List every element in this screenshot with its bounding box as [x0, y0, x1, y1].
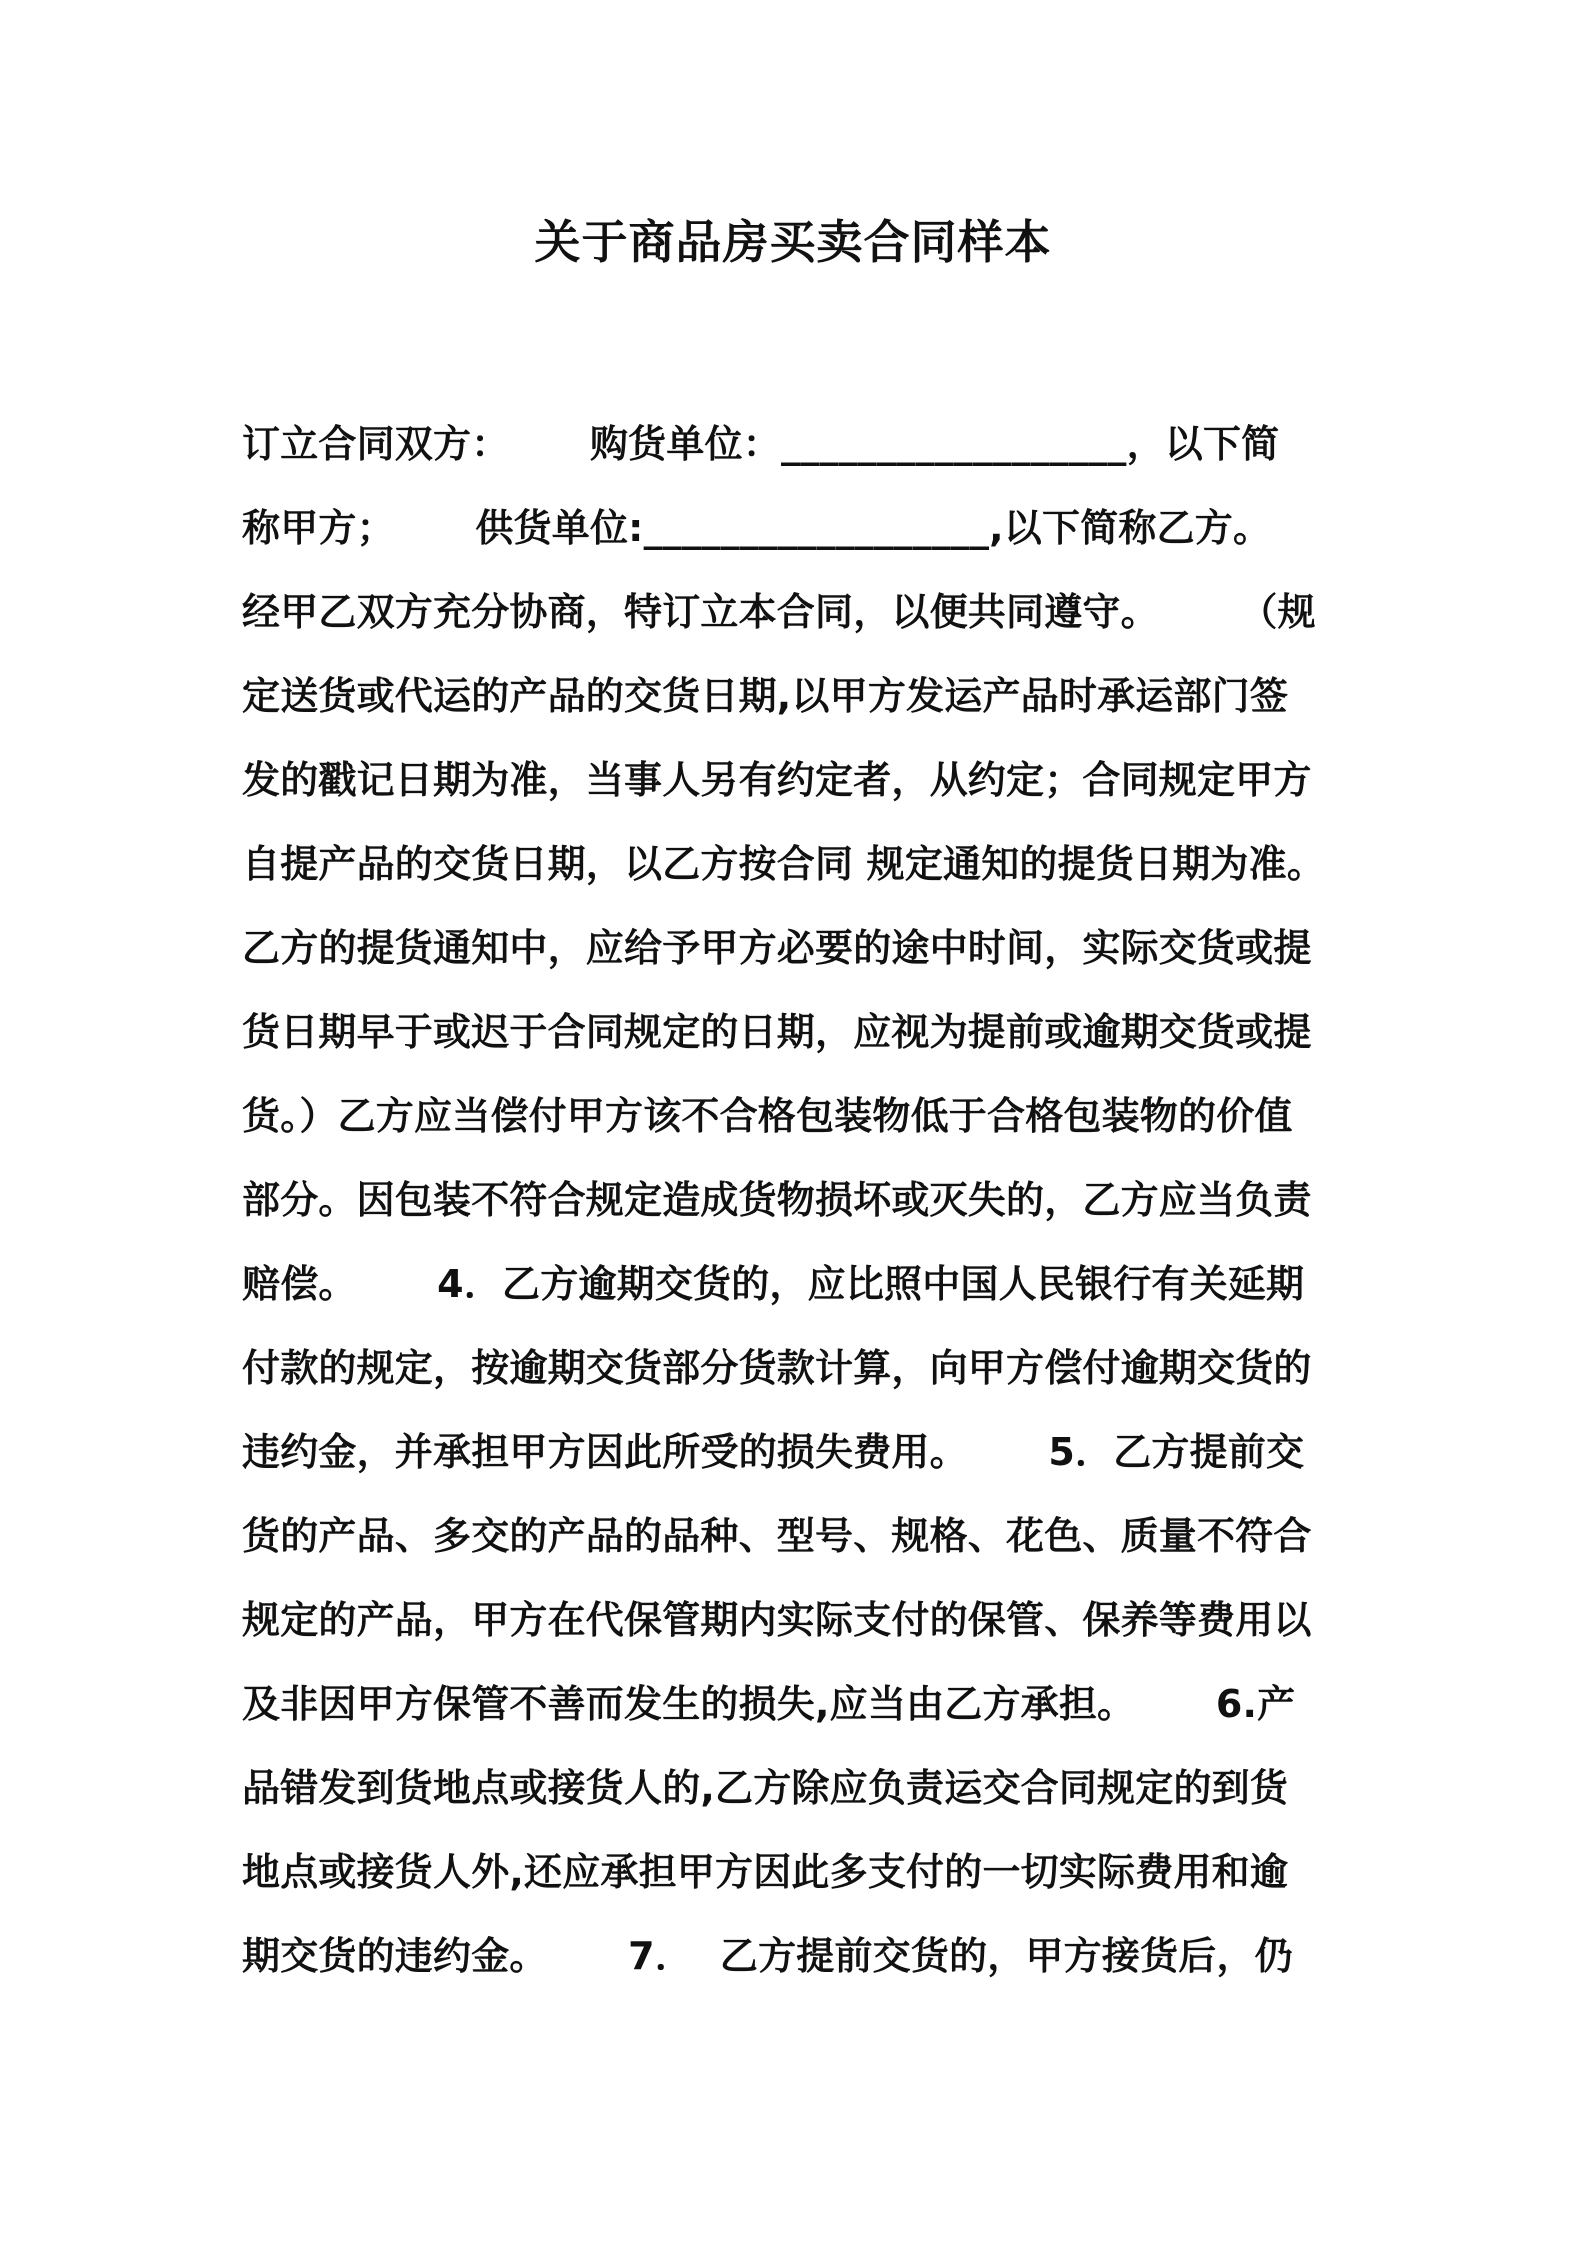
body-line: 部分。因包装不符合规定造成货物损坏或灭失的，乙方应当负责 — [242, 1178, 1312, 1222]
body-line: 品错发到货地点或接货人的,乙方除应负责运交合同规定的到货 — [242, 1766, 1289, 1810]
body-line: 赔偿。 4．乙方逾期交货的，应比照中国人民银行有关延期 — [242, 1262, 1305, 1306]
body-line: 规定的产品，甲方在代保管期内实际支付的保管、保养等费用以 — [242, 1598, 1312, 1642]
body-line: 乙方的提货通知中，应给予甲方必要的途中时间，实际交货或提 — [242, 926, 1312, 970]
body-line: 期交货的违约金。 7． 乙方提前交货的，甲方接货后，仍 — [242, 1934, 1293, 1978]
body-line: 发的戳记日期为准，当事人另有约定者，从约定；合同规定甲方 — [242, 758, 1312, 802]
body-line: 经甲乙双方充分协商，特订立本合同，以便共同遵守。 （规 — [242, 590, 1316, 634]
body-line: 货。）乙方应当偿付甲方该不合格包装物低于合格包装物的价值 — [242, 1094, 1293, 1138]
document-title: 关于商品房买卖合同样本 — [534, 215, 1052, 269]
body-line: 自提产品的交货日期，以乙方按合同 规定通知的提货日期为准。 — [242, 842, 1326, 886]
body-line: 违约金，并承担甲方因此所受的损失费用。 5．乙方提前交 — [242, 1430, 1305, 1474]
body-line: 及非因甲方保管不善而发生的损失,应当由乙方承担。 6.产 — [242, 1682, 1296, 1726]
body-line: 货日期早于或迟于合同规定的日期，应视为提前或逾期交货或提 — [242, 1010, 1312, 1054]
body-line: 称甲方； 供货单位:__________________,以下简称乙方。 — [242, 506, 1272, 550]
body-line: 订立合同双方： 购货单位：__________________，以下简 — [242, 422, 1280, 466]
body-line: 地点或接货人外,还应承担甲方因此多支付的一切实际费用和逾 — [242, 1850, 1289, 1894]
body-line: 付款的规定，按逾期交货部分货款计算，向甲方偿付逾期交货的 — [242, 1346, 1312, 1390]
body-line: 货的产品、多交的产品的品种、型号、规格、花色、质量不符合 — [242, 1514, 1312, 1558]
document-body — [242, 402, 1362, 1998]
body-line: 定送货或代运的产品的交货日期,以甲方发运产品时承运部门签 — [242, 674, 1289, 718]
